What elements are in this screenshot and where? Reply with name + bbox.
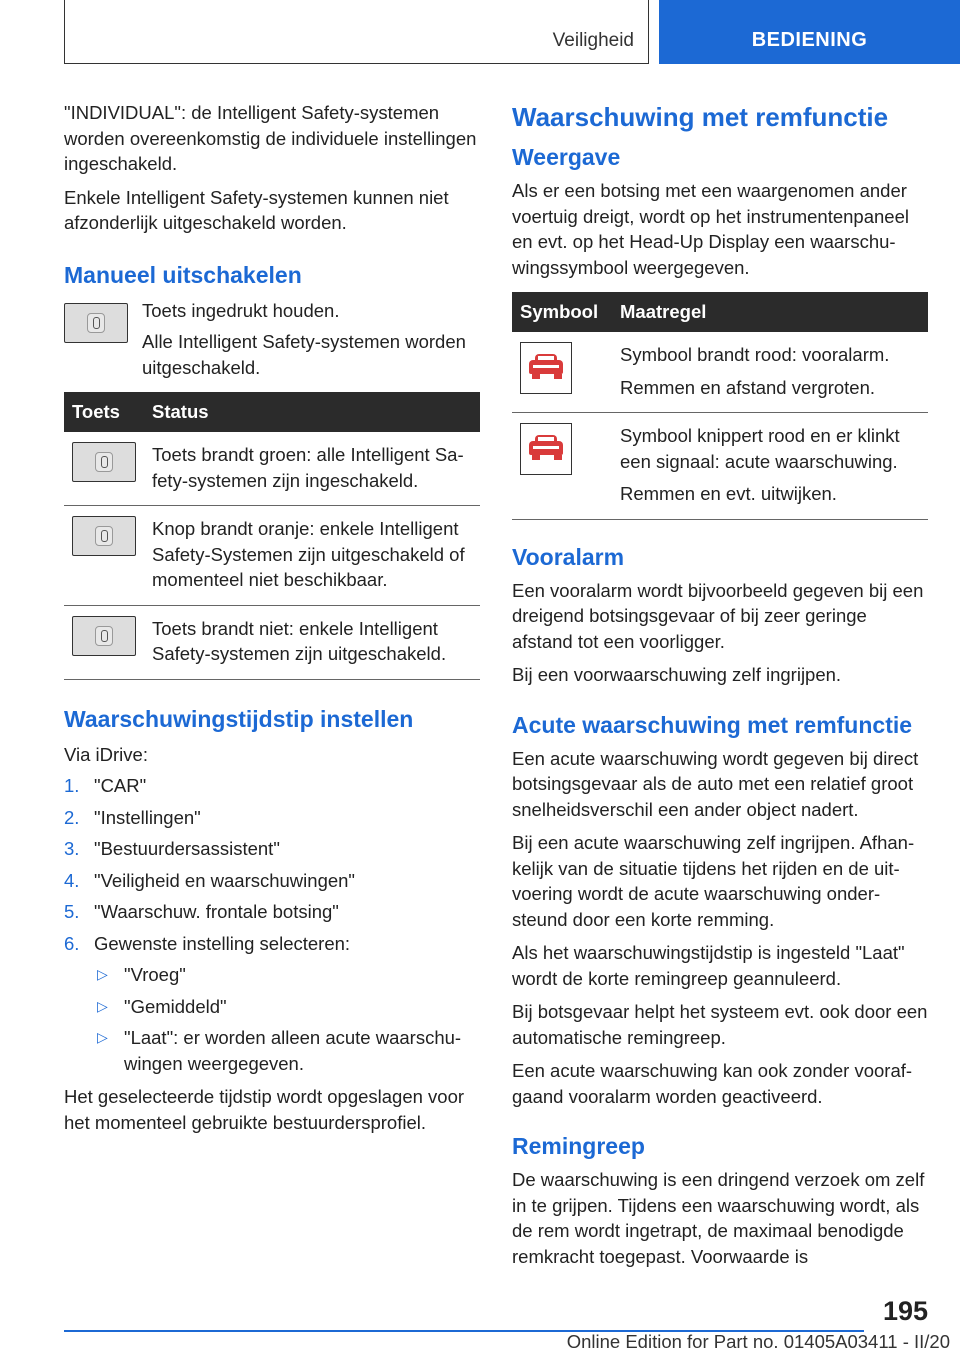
step-text: Gewenste instelling selecteren: [94, 932, 351, 954]
manual-switch-off-block [64, 298, 480, 381]
table-header-status: Status [144, 392, 480, 432]
heading-warning-brake-function: Waarschuwing met remfunctie [512, 102, 889, 132]
list-item [64, 868, 480, 894]
timing-options-list [94, 962, 480, 1076]
status-text: Toets brandt groen: alle Intelligent Safety-systemen zijn ingeschakeld. [152, 444, 464, 491]
acute-paragraph-4: Bij botsgevaar helpt het systeem evt. ook door een automatische remingreep. [512, 1001, 928, 1048]
left-column [64, 100, 480, 1143]
list-item [64, 899, 480, 925]
driving-assistance-button-icon [64, 303, 128, 343]
step-number: 6. [64, 932, 80, 954]
step-text: "Bestuurdersassistent" [94, 838, 280, 859]
step-number: 2. [64, 806, 80, 828]
manual-step-text: Toets ingedrukt houden. [142, 299, 340, 321]
heading-acute-warning: Acute waarschuwing met remfunctie [512, 711, 913, 738]
step-text: "Waarschuw. frontale botsing" [94, 901, 339, 922]
step-number: 3. [64, 838, 80, 859]
table-row [64, 432, 480, 506]
acute-paragraph-5: Een acute waarschuwing kan ook zonder voorafgaand vooralarm worden geactiveerd. [512, 1060, 913, 1107]
manual-result-text-part [142, 329, 480, 380]
list-item [94, 1025, 480, 1076]
action-text: Symbool brandt rood: vooralarm. [620, 344, 890, 365]
step-text: "CAR" [94, 775, 147, 796]
right-column [512, 100, 928, 1277]
front-collision-warning-car-icon [520, 342, 572, 394]
closing-paragraph: Het geselecteerde tijdstip wordt opgeslagen voor het momenteel gebruikte bestuurdersprofiel. [64, 1086, 465, 1133]
display-paragraph: Als er een botsing met een waargenomen ander voertuig dreigt, wordt op het instrumentenpaneel en evt. op het Head-Up Display een waarschuwingssymbool weergegeven. [512, 180, 909, 278]
table-row [64, 506, 480, 606]
header-chapter-tab[interactable] [659, 0, 960, 64]
triangle-bullet-icon: ▷ [97, 1029, 108, 1045]
list-item [64, 836, 480, 862]
individual-paragraph: "INDIVIDUAL": de Intelligent Safety-systemen worden overeenkomstig de individuele instellingen ingeschakeld. [64, 102, 477, 174]
acute-paragraph-1: Een acute waarschuwing wordt gegeven bij direct botsingsgevaar als de auto met een relatief groot snelheidsverschil een ander object nadert. [512, 747, 919, 820]
table-row [512, 332, 928, 413]
option-text: "Gemiddeld" [124, 995, 227, 1017]
button-green-icon [72, 442, 136, 482]
triangle-bullet-icon: ▷ [97, 997, 108, 1014]
idrive-steps-list [64, 773, 480, 1076]
step-number: 1. [64, 775, 80, 796]
heading-pre-alarm: Vooralarm [512, 543, 625, 570]
header-frame [64, 0, 649, 64]
front-collision-warning-car-icon [520, 423, 572, 475]
pre-alarm-paragraph-1: Een vooralarm wordt bijvoorbeeld gegeven bij een dreigend botsingsgevaar of bij zeer geringe afstand tot een voorligger. [512, 579, 924, 652]
via-idrive-text: Via iDrive: [64, 743, 148, 765]
table-header-action: Maatregel [612, 292, 928, 332]
step-text: "Instellingen" [94, 806, 201, 828]
table-row [512, 413, 928, 520]
page-number: 195 [882, 1296, 928, 1326]
list-item [64, 805, 480, 831]
table-header-key: Toets [64, 392, 144, 432]
header-chapter-label: BEDIENING [751, 29, 868, 51]
step-number: 5. [64, 901, 80, 922]
button-status-table [64, 392, 480, 680]
footer-edition-link[interactable]: Online Edition for Part no. 01405A03411 - II/20 [566, 1331, 950, 1352]
list-item [94, 962, 480, 988]
manual-result-text: Alle Intelligent Safety-systemen worden uitgeschakeld. [142, 331, 466, 378]
not-separately-paragraph: Enkele Intelligent Safety-systemen kunnen niet afzonderlijk uitgeschakeld worden. [64, 186, 449, 233]
acute-paragraph-3: Als het waarschuwingstijdstip is ingesteld "Laat" wordt de korte remingreep geannuleerd. [512, 942, 905, 989]
table-row [64, 605, 480, 679]
heading-display: Weergave [512, 144, 621, 170]
action-text: Remmen en evt. uitwijken. [620, 483, 837, 504]
option-text: "Laat": er worden alleen acute waarschuwingen weergegeven. [124, 1027, 462, 1074]
pre-alarm-paragraph-2: Bij een voorwaarschuwing zelf ingrijpen. [512, 664, 842, 685]
brake-intervention-paragraph: De waarschuwing is een dringend verzoek om zelf in te grijpen. Tijdens een waarschuwing wordt, als de rem wordt ingetrapt, de maximaal benodigde remkracht toegepast. Voorwaarde is [512, 1169, 925, 1267]
step-text: "Veiligheid en waarschuwingen" [94, 869, 355, 891]
status-text: Toets brandt niet: enkele Intelligent Safety-systemen zijn uitgeschakeld. [152, 617, 447, 664]
action-text: Remmen en afstand vergroten. [620, 376, 876, 398]
option-text: "Vroeg" [124, 964, 186, 985]
triangle-bullet-icon: ▷ [97, 966, 108, 982]
action-text: Symbool knippert rood en er klinkt een signaal: acute waarschuwing. [620, 425, 900, 472]
heading-warning-timing: Waarschuwingstijdstip instellen [64, 705, 414, 732]
list-item [64, 931, 480, 1077]
header-section-title: Veiligheid [552, 30, 634, 51]
heading-manual-switch-off: Manueel uitschakelen [64, 261, 302, 288]
list-item [64, 773, 480, 799]
button-orange-icon [72, 516, 136, 556]
list-item [94, 994, 480, 1020]
symbol-action-table [512, 292, 928, 520]
table-header-symbol: Symbool [512, 292, 612, 332]
heading-brake-intervention: Remingreep [512, 1133, 645, 1159]
acute-paragraph-2: Bij een acute waarschuwing zelf ingrijpen. Afhankelijk van de situatie tijdens het rijden en de uitvoering wordt de acute waarschuwing ondersteund door een korte remming. [512, 832, 915, 930]
button-off-icon [72, 616, 136, 656]
step-number: 4. [64, 869, 80, 891]
status-text: Knop brandt oranje: enkele Intelligent Safety-Systemen zijn uitgeschakeld of momenteel niet beschikbaar. [152, 518, 465, 590]
